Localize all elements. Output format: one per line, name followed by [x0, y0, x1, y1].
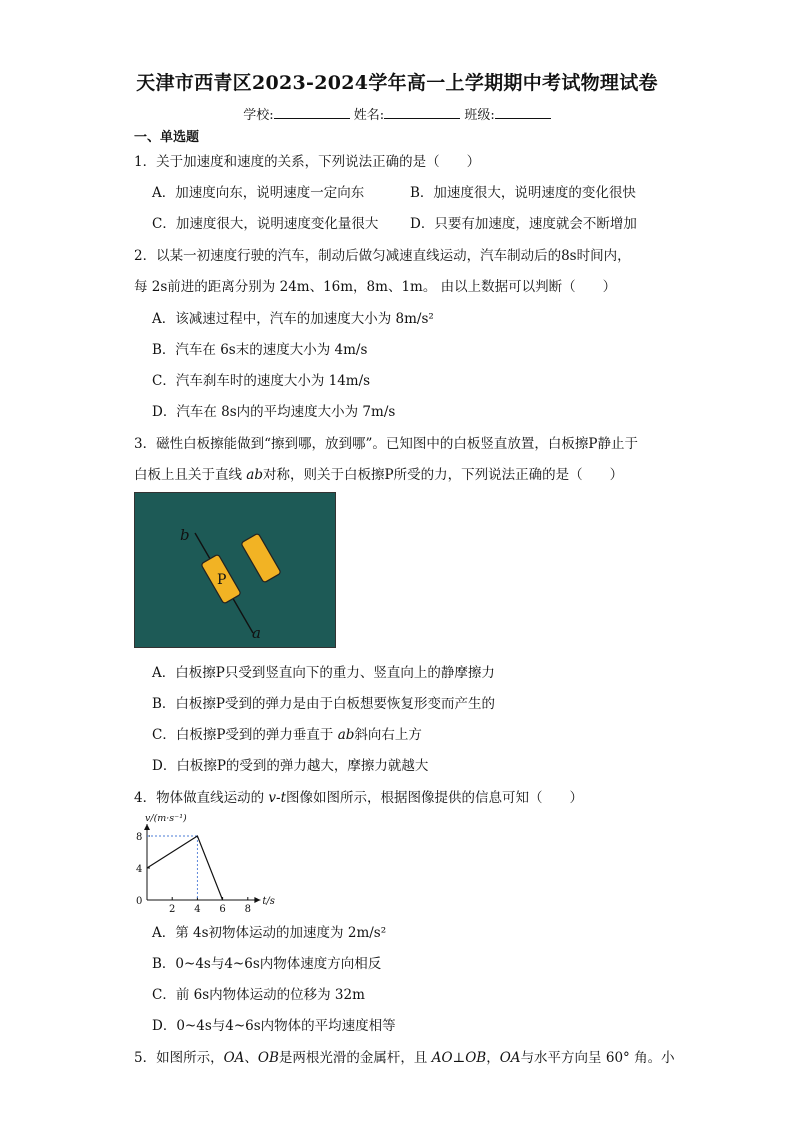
q3-option-c-text-b: 斜向右上方: [354, 727, 422, 743]
q2-stem-line1: 2．以某一初速度行驶的汽车，制动后做匀减速直线运动，汽车制动后的8s时间内，: [134, 248, 631, 264]
name-label: 姓名:: [353, 108, 385, 123]
q2-option-a: A．该减速过程中，汽车的加速度大小为 8m/s²: [152, 311, 434, 327]
whiteboard-figure: [134, 492, 336, 648]
q4-stem-var: v-t: [268, 790, 287, 806]
section-heading: 一、单选题: [134, 130, 200, 145]
q5-sep: 、: [244, 1050, 258, 1066]
q3-stem-line2: [134, 463, 623, 483]
q5-comma: ，: [486, 1050, 500, 1066]
q4-option-c: C．前 6s内物体运动的位移为 32m: [152, 987, 365, 1003]
q2-option-b: B．汽车在 6s末的速度大小为 4m/s: [152, 342, 368, 358]
name-blank[interactable]: [384, 106, 460, 119]
q1-option-b: B．加速度很大，说明速度的变化很快: [410, 185, 636, 201]
q5-var-ao-perp-ob: AO⊥OB: [431, 1050, 487, 1066]
class-blank[interactable]: [495, 106, 551, 119]
q3-option-c-var: ab: [337, 727, 355, 743]
q5-stem-text-b: 是两根光滑的金属杆，且: [278, 1050, 432, 1066]
y-tick-label: 4: [136, 864, 143, 875]
q1-stem: 1．关于加速度和速度的关系，下列说法正确的是（ ）: [134, 154, 481, 170]
q2-option-d: D．汽车在 8s内的平均速度大小为 7m/s: [152, 404, 396, 420]
label-b: b: [180, 526, 190, 544]
q3-stem-line1: 3．磁性白板擦能做到“擦到哪，放到哪”。已知图中的白板竖直放置，白板擦P静止于: [134, 436, 638, 452]
q3-option-c: [152, 723, 422, 743]
q2-stem-line2: 每 2s前进的距离分别为 24m、16m，8m、1m。 由以上数据可以判断（ ）: [134, 279, 617, 295]
origin-label: 0: [136, 896, 143, 907]
q4-stem-text-a: 4．物体做直线运动的: [134, 790, 269, 806]
q1-option-c: C．加速度很大，说明速度变化量很大: [152, 216, 379, 232]
q3-stem-text-b: 对称，则关于白板擦P所受的力，下列说法正确的是（ ）: [263, 467, 624, 483]
label-a: a: [252, 624, 261, 642]
q4-stem-text-b: 图像如图所示，根据图像提供的信息可知（ ）: [286, 790, 584, 806]
vt-chart-layer: [136, 813, 275, 914]
x-axis-label: t/s: [262, 896, 275, 907]
eraser-label-p: P: [217, 572, 227, 588]
whiteboard: [135, 493, 336, 648]
q2-option-c: C．汽车刹车时的速度大小为 14m/s: [152, 373, 371, 389]
y-axis-arrow: [144, 824, 150, 830]
page-title: 天津市西青区2023-2024学年高一上学期期中考试物理试卷: [136, 72, 658, 94]
q1-option-a: A．加速度向东，说明速度一定向东: [152, 185, 365, 201]
q5-stem-text-c: 与水平方向呈 60° 角。小: [520, 1050, 675, 1066]
q4-option-a: A．第 4s初物体运动的加速度为 2m/s²: [152, 925, 387, 941]
q1-option-d: D．只要有加速度，速度就会不断增加: [410, 216, 637, 232]
x-tick-label: 8: [244, 904, 251, 914]
x-tick-label: 4: [194, 904, 201, 914]
q5-var-oa-2: OA: [499, 1050, 521, 1066]
q4-option-b: B．0~4s与4~6s内物体速度方向相反: [152, 956, 382, 972]
q4-option-d: D．0~4s与4~6s内物体的平均速度相等: [152, 1018, 396, 1034]
q5-var-oa: OA: [223, 1050, 245, 1066]
q5-stem: [134, 1046, 675, 1066]
vt-chart: [130, 810, 280, 914]
q3-option-d: D．白板擦P的受到的弹力越大，摩擦力就越大: [152, 758, 429, 774]
q3-option-c-text-a: C．白板擦P受到的弹力垂直于: [152, 727, 338, 743]
y-axis-label: v/(m·s⁻¹): [145, 813, 187, 824]
q3-option-b: B．白板擦P受到的弹力是由于白板想要恢复形变而产生的: [152, 696, 496, 712]
x-axis-arrow: [254, 897, 260, 903]
q4-stem: [134, 786, 583, 806]
x-tick-label: 2: [169, 904, 176, 914]
q3-stem-var: ab: [246, 467, 263, 483]
q5-var-ob: OB: [257, 1050, 279, 1066]
student-info-line: [0, 104, 794, 123]
velocity-line: [147, 836, 223, 900]
q3-stem-text-a: 白板上且关于直线: [134, 467, 247, 483]
school-label: 学校:: [243, 108, 274, 123]
school-blank[interactable]: [274, 106, 350, 119]
x-tick-label: 6: [219, 904, 226, 914]
q5-stem-text-a: 5．如图所示，: [134, 1050, 224, 1066]
y-tick-label: 8: [136, 832, 143, 843]
class-label: 班级:: [464, 108, 495, 123]
q3-option-a: A．白板擦P只受到竖直向下的重力、竖直向上的静摩擦力: [152, 665, 495, 681]
